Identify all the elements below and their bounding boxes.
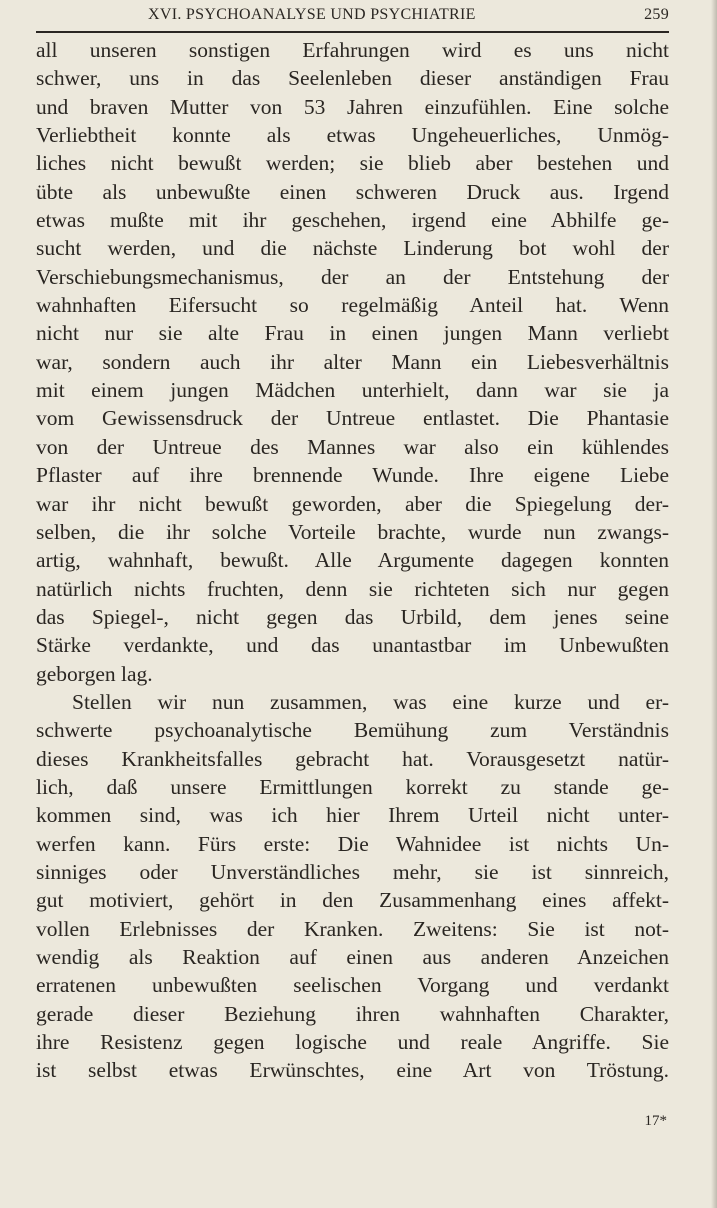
text-line: natürlich nichts fruchten, denn sie richteten sich nur gegen (36, 576, 669, 601)
text-line: etwas mußte mit ihr geschehen, irgend eine Abhilfe ge- (36, 208, 669, 233)
text-line: lich, daß unsere Ermittlungen korrekt zu stande ge- (36, 774, 669, 799)
text-line: sucht werden, und die nächste Linderung bot wohl der (36, 236, 669, 261)
text-line: schwer, uns in das Seelenleben dieser anständigen Frau (36, 66, 669, 91)
text-line: erratenen unbewußten seelischen Vorgang und verdankt (36, 973, 669, 998)
text-body (36, 36, 669, 1085)
text-line: schwerte psychoanalytische Bemühung zum Verständnis (36, 718, 669, 743)
running-header (36, 6, 669, 30)
text-line: nicht nur sie alte Frau in einen jungen Mann verliebt (36, 321, 669, 346)
text-line: Verschiebungsmechanismus, der an der Entstehung der (36, 264, 669, 289)
text-line: kommen sind, was ich hier Ihrem Urteil nicht unter- (36, 803, 669, 828)
text-line: werfen kann. Fürs erste: Die Wahnidee ist nichts Un- (36, 831, 669, 856)
text-line: liches nicht bewußt werden; sie blieb aber bestehen und (36, 151, 669, 176)
header-rule (36, 31, 669, 33)
running-title: XVI. PSYCHOANALYSE UND PSYCHIATRIE (148, 6, 476, 23)
text-line: gerade dieser Beziehung ihren wahnhaften Charakter, (36, 1001, 669, 1026)
text-line: geborgen lag. (36, 661, 153, 686)
text-line: artig, wahnhaft, bewußt. Alle Argumente dagegen konnten (36, 548, 669, 573)
text-line: Pflaster auf ihre brennende Wunde. Ihre eigene Liebe (36, 463, 669, 488)
page-number: 259 (644, 6, 669, 23)
text-line: übte als unbewußte einen schweren Druck aus. Irgend (36, 179, 669, 204)
text-line: selben, die ihr solche Vorteile brachte, wurde nun zwangs- (36, 519, 669, 544)
text-line: Stellen wir nun zusammen, was eine kurze und er- (72, 689, 669, 714)
text-line: und braven Mutter von 53 Jahren einzufühlen. Eine solche (36, 94, 669, 119)
text-line: gut motiviert, gehört in den Zusammenhang eines affekt- (36, 888, 669, 913)
text-line: Verliebtheit konnte als etwas Ungeheuerliches, Unmög- (36, 123, 669, 148)
signature-mark: 17* (644, 1113, 667, 1129)
text-line: dieses Krankheitsfalles gebracht hat. Vorausgesetzt natür- (36, 746, 669, 771)
text-line: das Spiegel-, nicht gegen das Urbild, dem jenes seine (36, 604, 669, 629)
text-line: ist selbst etwas Erwünschtes, eine Art von Tröstung. (36, 1058, 669, 1083)
paragraph-2 (36, 688, 669, 1085)
text-line: sinniges oder Unverständliches mehr, sie ist sinnreich, (36, 859, 669, 884)
text-line: war, sondern auch ihr alter Mann ein Liebesverhältnis (36, 349, 669, 374)
text-line: all unseren sonstigen Erfahrungen wird es uns nicht (36, 38, 669, 62)
text-line: von der Untreue des Mannes war also ein kühlendes (36, 434, 669, 459)
text-line: war ihr nicht bewußt geworden, aber die Spiegelung der- (36, 491, 669, 516)
page-edge-shadow (711, 0, 717, 1208)
paragraph-1 (36, 36, 669, 688)
text-line: wendig als Reaktion auf einen aus anderen Anzeichen (36, 945, 669, 969)
text-line: vom Gewissensdruck der Untreue entlastet. Die Phantasie (36, 406, 669, 431)
text-line: vollen Erlebnisses der Kranken. Zweitens: Sie ist not- (36, 916, 669, 941)
text-line: mit einem jungen Mädchen unterhielt, dann war sie ja (36, 378, 669, 403)
text-line: ihre Resistenz gegen logische und reale Angriffe. Sie (36, 1030, 669, 1055)
text-line: Stärke verdankte, und das unantastbar im Unbewußten (36, 633, 669, 658)
text-line: wahnhaften Eifersucht so regelmäßig Anteil hat. Wenn (36, 293, 669, 318)
